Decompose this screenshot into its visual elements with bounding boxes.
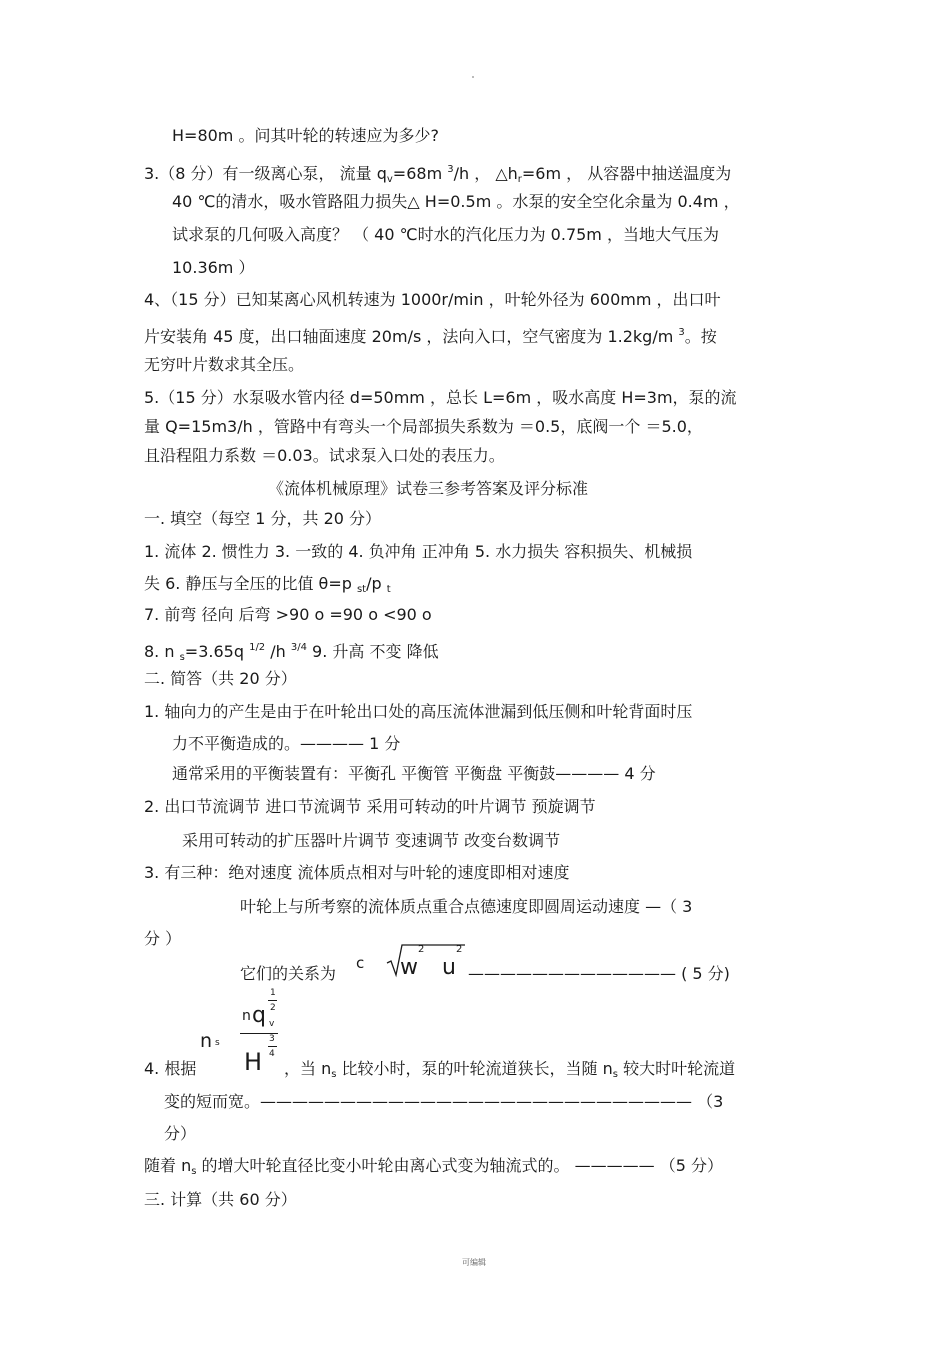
line-14: 1. 流体 2. 惯性力 3. 一致的 4. 负冲角 正冲角 5. 水力损失 容积损失、机械损 [144,542,693,561]
line-22: 2. 出口节流调节 进口节流调节 采用可转动的叶片调节 预旋调节 [144,797,596,816]
formula-u-exp: 2 [456,944,463,955]
section-fill-blank: 一. 填空（每空 1 分，共 20 分） [144,509,382,528]
line-05: 10.36m ） [172,258,255,277]
line-04: 试求泵的几何吸入高度？ （ 40 ℃时水的汽化压力为 0.75m ，当地大气压为 [172,225,719,244]
formula-den-exp-3: 3 [269,1034,275,1044]
line-08: 无穷叶片数求其全压。 [144,355,305,374]
formula-num-exp-1: 1 [270,988,276,998]
line-25: 叶轮上与所考察的流体质点重合点德速度即圆周运动速度 —（ 3 [240,897,693,916]
line-17: 8. n $_s$=3.65q $^{1/2}$ /h $^{3/4}$ 9. 升高 不变 降低 [144,642,439,663]
line-09: 5.（15 分）水泵吸水管内径 d=50mm ，总长 L=6m ，吸水高度 H=3m，泵的流 [144,388,737,407]
line-29: 变的短而宽。——————————————————————————— （3 [164,1092,724,1111]
exponent-fraction-bar-2 [268,1046,277,1047]
line-15: 失 6. 静压与全压的比值 θ=p $_{st}$/p $_t$ [144,574,391,595]
line-11: 且沿程阻力系数 ＝0.03。试求泵入口处的表压力。 [144,446,505,465]
line-02: 3.（8 分）有一级离心泵， 流量 $q_v=68m$ $^3$/h ， $\triangle h_r=6m$ ， 从容器中抽送温度为 [144,164,732,185]
formula-u: u [442,955,456,980]
exponent-fraction-bar [268,1000,277,1001]
formula-num-v: v [269,1019,275,1029]
formula-den-exp-4: 4 [269,1049,275,1059]
line-07: 片安装角 45 度，出口轴面速度 20m/s ，法向入口，空气密度为 1.2kg/m $^3$。按 [144,327,717,346]
formula-w: w [400,955,418,980]
line-19: 1. 轴向力的产生是由于在叶轮出口处的高压流体泄漏到低压侧和叶轮背面时压 [144,702,693,721]
line-03: 40 ℃的清水，吸水管路阻力损失△ H=0.5m 。水泵的安全空化余量为 0.4m ， [172,192,740,211]
formula-ns-s: s [215,1038,220,1048]
line-30: 分） [164,1124,197,1143]
formula-den-h: H [244,1048,263,1076]
line-01: H=80m 。问其叶轮的转速应为多少? [172,126,439,145]
formula-num-q: q [252,1003,266,1028]
formula-num-exp-2: 2 [270,1003,276,1013]
line-28-prefix: 4. 根据 [144,1059,197,1078]
line-28: ，当 $n_s$ 比较小时，泵的叶轮流道狭长，当随 $n_s$ 较大时叶轮流道 [284,1059,736,1080]
line-16: 7. 前弯 径向 后弯 >90 o =90 o <90 o [144,605,432,624]
line-20: 力不平衡造成的。———— 1 分 [172,734,401,753]
answer-title: 《流体机械原理》试卷三参考答案及评分标准 [268,479,589,498]
line-26: 分 ） [144,929,182,948]
footer-editable: 可编辑 [462,1258,486,1267]
line-27: 它们的关系为 [240,964,337,983]
line-23: 采用可转动的扩压器叶片调节 变速调节 改变台数调节 [182,831,561,850]
line-27-tail: ————————————— ( 5 分) [468,964,730,983]
formula-ns-n: n [200,1030,213,1052]
line-24: 3. 有三种：绝对速度 流体质点相对与叶轮的速度即相对速度 [144,863,570,882]
line-06: 4、（15 分）已知某离心风机转速为 1000r/min ，叶轮外径为 600mm ，出口叶 [144,290,721,309]
line-21: 通常采用的平衡装置有：平衡孔 平衡管 平衡盘 平衡鼓———— 4 分 [172,764,656,783]
line-10: 量 Q=15m3/h ，管路中有弯头一个局部损失系数为 ＝0.5，底阀一个 ＝5.0， [144,417,703,436]
line-31: 随着 $n_s$ 的增大叶轮直径比变小叶轮由离心式变为轴流式的。 ————— （5 分） [144,1156,723,1177]
formula-w-exp: 2 [418,944,425,955]
formula-c: c [356,954,365,972]
section-calculation: 三. 计算（共 60 分） [144,1190,297,1209]
page-mark [472,76,474,78]
formula-num-n: n [242,1008,251,1024]
section-short-answer: 二. 简答（共 20 分） [144,669,297,688]
